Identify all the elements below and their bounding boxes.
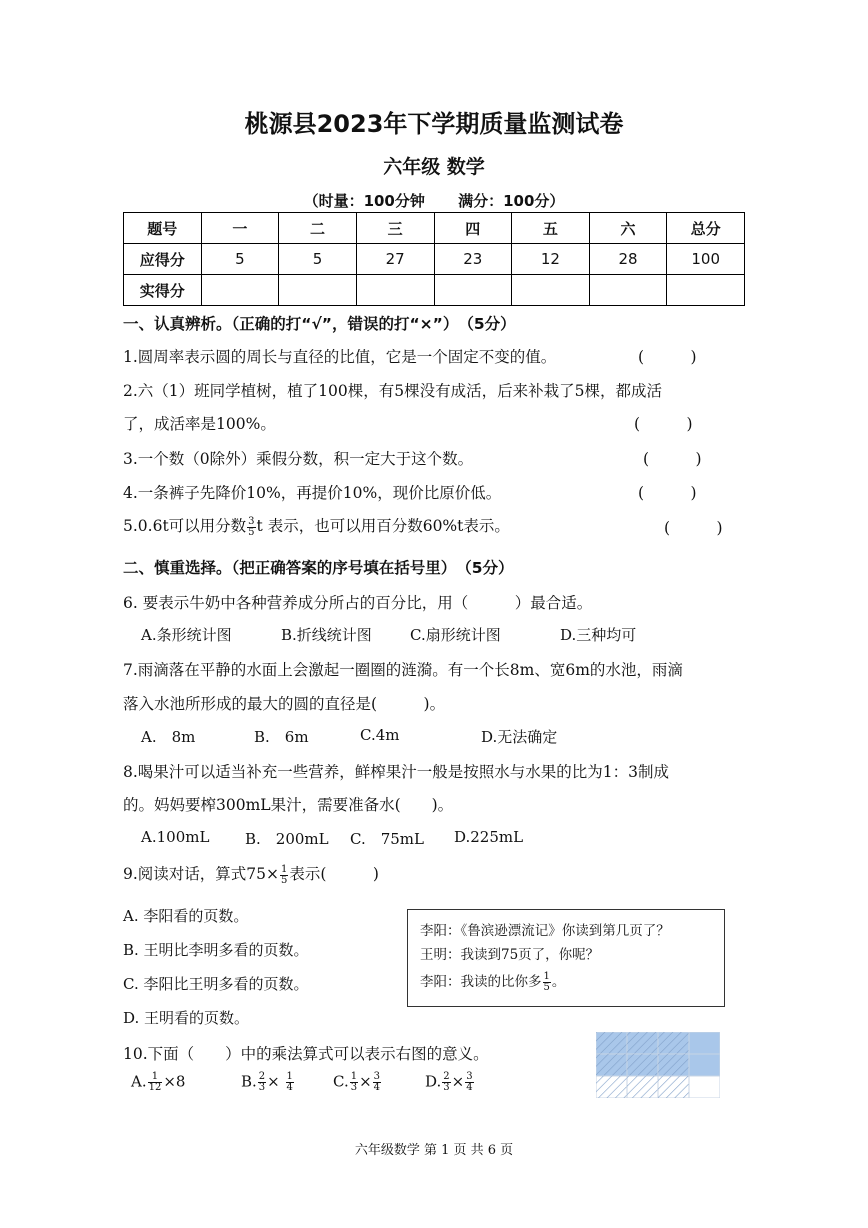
grid-cell (689, 1032, 720, 1054)
fraction (442, 1072, 450, 1093)
grid-cell-hatch (627, 1032, 658, 1054)
score-cell: 5 (201, 244, 279, 275)
question-5-suffix: t 表示，也可以用百分数60%t表示。 (256, 517, 510, 535)
option-letter: B. (241, 1072, 257, 1091)
option-letter: D. (425, 1072, 442, 1091)
score-cell-empty[interactable] (667, 275, 745, 306)
exam-subtitle: 六年级 数学 (383, 156, 485, 178)
exam-time-info (0, 190, 868, 211)
score-table-header-row (124, 213, 745, 244)
question-1: 1.圆周率表示圆的周长与直径的比值，它是一个固定不变的值。 (123, 348, 557, 366)
score-cell: 一 (201, 213, 279, 244)
fraction (373, 1072, 381, 1093)
fraction-numerator: 3 (466, 1071, 473, 1082)
option-9a: A. 李阳看的页数。 (123, 907, 249, 925)
score-cell: 五 (512, 213, 590, 244)
question-5-prefix: 5.0.6t可以用分数 (123, 517, 247, 535)
fraction (280, 865, 288, 886)
times-sign: × (359, 1072, 372, 1091)
score-cell-empty[interactable] (434, 275, 512, 306)
score-cell: 二 (279, 213, 357, 244)
score-cell: 12 (512, 244, 590, 275)
answer-blank-1[interactable]: ( ) (638, 348, 697, 366)
score-table-expected-row (124, 244, 745, 275)
exam-title: 桃源县2023年下学期质量监测试卷 (244, 110, 624, 138)
option-10a (131, 1072, 185, 1093)
dialog-line-1: 李阳：《鲁滨逊漂流记》你读到第几页了？ (420, 923, 670, 939)
dialog-line-2: 王明：我读到75页了，你呢？ (420, 947, 600, 963)
fraction (465, 1072, 473, 1093)
question-2-line1: 2.六（1）班同学植树，植了100棵，有5棵没有成活，后来补栽了5棵，都成活 (123, 382, 662, 400)
time-limit: （时量：100分钟 (303, 192, 425, 210)
fraction-numerator: 1 (350, 1071, 358, 1082)
fraction (286, 1072, 294, 1093)
question-9 (123, 862, 379, 886)
option-8c: C. 75mL (350, 830, 424, 848)
grid-cell-hatch (658, 1054, 689, 1076)
fraction-denominator: 3 (350, 1082, 358, 1093)
dialog-line-3-prefix: 李阳：我读的比你多 (420, 974, 542, 990)
page-footer: 六年级数学 第 1 页 共 6 页 (354, 1143, 514, 1158)
dialog-line-3-suffix: 。 (551, 974, 566, 990)
score-cell: 27 (356, 244, 434, 275)
option-9d: D. 王明看的页数。 (123, 1009, 250, 1027)
fraction-denominator: 4 (466, 1082, 473, 1093)
option-10c (333, 1072, 382, 1093)
question-9-suffix: 表示( ) (289, 865, 379, 883)
score-cell: 总分 (667, 213, 745, 244)
fraction-numerator: 3 (373, 1071, 381, 1082)
grid-cell-hatch (596, 1054, 627, 1076)
fraction-denominator: 4 (286, 1082, 293, 1093)
score-table-actual-row (124, 275, 745, 306)
option-10b (241, 1072, 295, 1093)
fraction (350, 1072, 358, 1093)
fraction-grid-figure (596, 1032, 720, 1098)
option-7a: A. 8m (141, 728, 196, 746)
answer-blank-2[interactable]: ( ) (634, 415, 693, 433)
score-cell: 23 (434, 244, 512, 275)
question-3: 3.一个数（0除外）乘假分数，积一定大于这个数。 (123, 450, 474, 468)
fraction-numerator: 3 (248, 515, 255, 527)
question-6: 6. 要表示牛奶中各种营养成分所占的百分比，用（ ）最合适。 (123, 594, 593, 612)
question-5 (123, 514, 510, 538)
score-cell: 应得分 (124, 244, 202, 275)
option-6b: B.折线统计图 (281, 626, 372, 644)
answer-blank-4[interactable]: ( ) (638, 484, 697, 502)
question-9-prefix: 9.阅读对话，算式75× (123, 865, 279, 883)
score-cell: 四 (434, 213, 512, 244)
fraction-denominator: 3 (443, 1082, 450, 1093)
fraction-denominator: 12 (148, 1082, 162, 1093)
question-7-line1: 7.雨滴落在平静的水面上会激起一圈圈的涟漪。有一个长8m、宽6m的水池，雨滴 (123, 661, 683, 679)
grid-cell-hatch (627, 1054, 658, 1076)
fraction-denominator: 5 (281, 874, 288, 886)
option-8b: B. 200mL (245, 830, 329, 848)
section2-heading: 二、慎重选择。（把正确答案的序号填在括号里） （5分） (123, 559, 514, 577)
score-table (123, 212, 745, 306)
fraction-numerator: 2 (258, 1071, 266, 1082)
option-10d (425, 1072, 475, 1093)
option-8d: D.225mL (454, 828, 524, 846)
grid-cell-hatch (658, 1032, 689, 1054)
fraction (543, 972, 551, 993)
score-cell: 100 (667, 244, 745, 275)
score-cell-empty[interactable] (512, 275, 590, 306)
fraction (148, 1072, 163, 1093)
option-letter: C. (333, 1072, 349, 1091)
fraction-numerator: 1 (286, 1071, 293, 1082)
question-2-line2: 了，成活率是100%。 (123, 415, 276, 433)
grid-cell-hatch (658, 1076, 689, 1098)
score-cell: 28 (589, 244, 667, 275)
score-cell-empty[interactable] (589, 275, 667, 306)
question-7-line2: 落入水池所形成的最大的圆的直径是( )。 (123, 695, 446, 713)
option-6c: C.扇形统计图 (410, 626, 501, 644)
option-6d: D.三种均可 (560, 626, 637, 644)
answer-blank-3[interactable]: ( ) (643, 450, 702, 468)
score-cell: 5 (279, 244, 357, 275)
score-cell: 三 (356, 213, 434, 244)
score-cell-empty[interactable] (279, 275, 357, 306)
score-cell-empty[interactable] (356, 275, 434, 306)
question-4: 4.一条裤子先降价10%，再提价10%，现价比原价低。 (123, 484, 502, 502)
grid-cell (689, 1054, 720, 1076)
fraction-denominator: 5 (248, 526, 255, 538)
times-sign: × (267, 1072, 280, 1091)
option-7d: D.无法确定 (481, 728, 558, 746)
score-cell: 题号 (124, 213, 202, 244)
fraction (247, 517, 255, 538)
option-9b: B. 王明比李明多看的页数。 (123, 941, 309, 959)
grid-cell-hatch (596, 1076, 627, 1098)
grid-cell (689, 1076, 720, 1098)
option-7b: B. 6m (254, 728, 309, 746)
score-cell: 六 (589, 213, 667, 244)
fraction-numerator: 1 (148, 1072, 163, 1083)
question-8-line1: 8.喝果汁可以适当补充一些营养，鲜榨果汁一般是按照水与水果的比为1：3制成 (123, 763, 670, 781)
dialog-line-3 (420, 970, 565, 993)
grid-cell-hatch (627, 1076, 658, 1098)
question-8-line2: 的。妈妈要榨300mL果汁，需要准备水( )。 (123, 796, 454, 814)
section1-heading: 一、认真辨析。（正确的打“√”，错误的打“×”） （5分） (123, 315, 516, 333)
question-10: 10.下面（ ）中的乘法算式可以表示右图的意义。 (123, 1045, 489, 1063)
option-6a: A.条形统计图 (141, 626, 232, 644)
fraction-denominator: 3 (258, 1082, 266, 1093)
option-8a: A.100mL (141, 828, 210, 846)
full-score: 满分：100分） (458, 192, 565, 210)
fraction-numerator: 2 (443, 1071, 450, 1082)
answer-blank-5[interactable]: ( ) (664, 519, 723, 537)
dialog-box (407, 909, 725, 1007)
option-rest: ×8 (163, 1072, 186, 1091)
fraction-numerator: 1 (281, 863, 288, 875)
option-9c: C. 李阳比王明多看的页数。 (123, 975, 309, 993)
fraction-denominator: 5 (543, 982, 550, 993)
score-cell: 实得分 (124, 275, 202, 306)
fraction-numerator: 1 (543, 971, 550, 982)
fraction-denominator: 4 (373, 1082, 381, 1093)
option-7c: C.4m (360, 726, 400, 744)
score-cell-empty[interactable] (201, 275, 279, 306)
times-sign: × (451, 1072, 465, 1091)
grid-cell-hatch (596, 1032, 627, 1054)
option-letter: A. (131, 1072, 147, 1091)
fraction (258, 1072, 266, 1093)
